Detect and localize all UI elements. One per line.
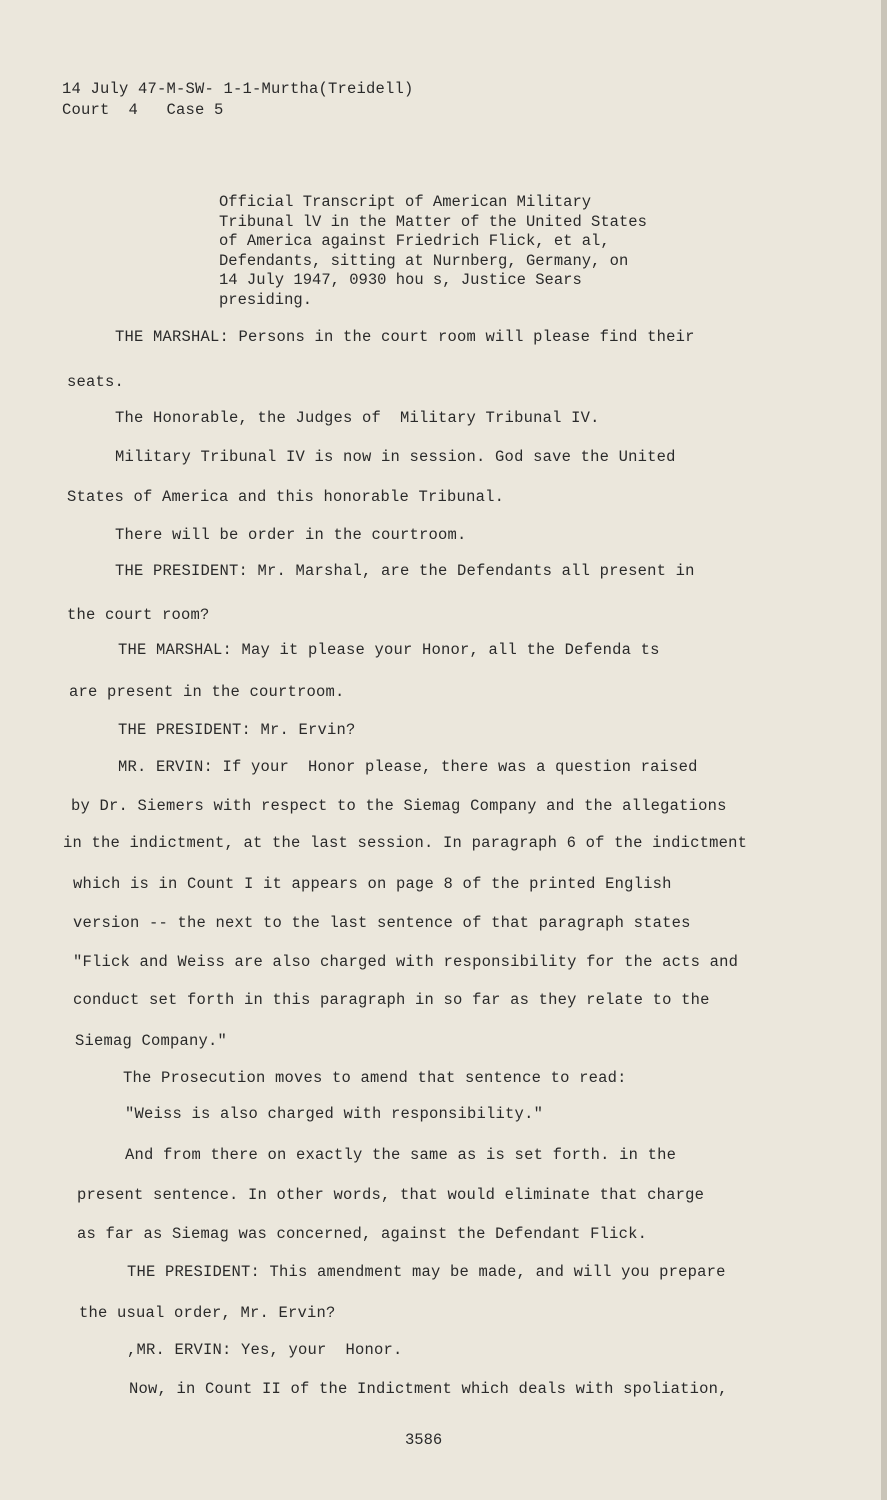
body-line: And from there on exactly the same as is set forth. in the <box>125 1146 677 1164</box>
body-line: THE MARSHAL: Persons in the court room will please find their <box>115 328 695 346</box>
body-line: THE MARSHAL: May it please your Honor, all the Defenda ts <box>118 641 660 659</box>
header-reference-line: 14 July 47-M-SW- 1-1-Murtha(Treidell) <box>62 80 414 98</box>
page-number: 3586 <box>405 1431 443 1449</box>
body-line: which is in Count I it appears on page 8 of the printed English <box>73 875 672 893</box>
body-line: THE PRESIDENT: Mr. Marshal, are the Defendants all present in <box>115 562 695 580</box>
body-line: as far as Siemag was concerned, against the Defendant Flick. <box>77 1225 648 1243</box>
header-court-case-line: Court 4 Case 5 <box>62 101 224 119</box>
body-line: the court room? <box>67 606 210 624</box>
body-line: "Weiss is also charged with responsibility." <box>125 1105 544 1123</box>
body-line: THE PRESIDENT: Mr. Ervin? <box>118 721 356 739</box>
body-line: present sentence. In other words, that would eliminate that charge <box>77 1186 705 1204</box>
body-line: States of America and this honorable Tribunal. <box>67 488 505 506</box>
body-line: conduct set forth in this paragraph in so far as they relate to the <box>73 991 710 1009</box>
body-line: "Flick and Weiss are also charged with responsibility for the acts and <box>73 953 739 971</box>
body-line: The Prosecution moves to amend that sentence to read: <box>123 1069 627 1087</box>
body-line: There will be order in the courtroom. <box>115 526 467 544</box>
body-line: Now, in Count II of the Indictment which deals with spoliation, <box>129 1380 728 1398</box>
transcript-caption: Official Transcript of American Military Tribunal lV in the Matter of the United States of America against Friedrich Flick, et al, Defendants, sitting at Nurnberg, Germany, on 14 July 1947, 0930 hou s, Justice Sears presiding. <box>219 193 647 309</box>
body-line: The Honorable, the Judges of Military Tribunal IV. <box>115 409 600 427</box>
body-line: by Dr. Siemers with respect to the Siemag Company and the allegations <box>71 797 727 815</box>
body-line: in the indictment, at the last session. In paragraph 6 of the indictment <box>63 834 748 852</box>
body-line: ,MR. ERVIN: Yes, your Honor. <box>127 1341 403 1359</box>
body-line: version -- the next to the last sentence of that paragraph states <box>73 914 691 932</box>
body-line: THE PRESIDENT: This amendment may be made, and will you prepare <box>127 1263 726 1281</box>
body-line: Military Tribunal IV is now in session. God save the United <box>115 448 676 466</box>
body-line: Siemag Company." <box>75 1032 228 1050</box>
body-line: are present in the courtroom. <box>69 683 345 701</box>
body-line: MR. ERVIN: If your Honor please, there was a question raised <box>118 758 698 776</box>
body-line: seats. <box>67 373 125 391</box>
body-line: the usual order, Mr. Ervin? <box>79 1304 336 1322</box>
